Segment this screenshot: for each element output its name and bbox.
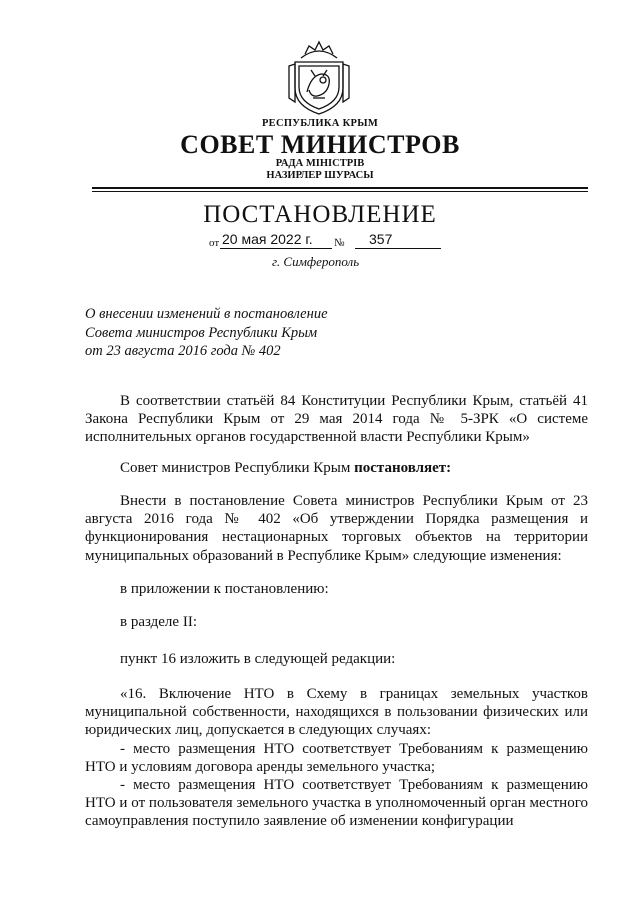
number-underline (355, 248, 441, 249)
header-rule-thin (92, 191, 588, 192)
council-name-translations (0, 158, 640, 182)
resolves-bold: постановляет: (354, 460, 452, 476)
resolves-text: Совет министров Республики Крым (120, 460, 355, 476)
body-paragraph-preamble: В соответствии статьёй 84 Конституции Республики Крым, статьёй 41 Закона Республики Крым от 29 мая 2014 года № 5-ЗРК «О системе исполнительных органов государственной власти Республики Крым» (85, 393, 588, 446)
body-paragraph-clause-16 (85, 685, 588, 831)
date-underline (220, 248, 332, 249)
decree-date-line (209, 231, 449, 251)
decree-number: 357 (369, 231, 393, 247)
decree-subject (85, 305, 415, 361)
date-prefix: от (209, 237, 220, 249)
republic-name: РЕСПУБЛИКА КРЫМ (261, 118, 379, 129)
decree-title: ПОСТАНОВЛЕНИЕ (203, 201, 437, 228)
body-paragraph-amend: Внести в постановление Совета министров Республики Крым от 23 августа 2016 года № 402 «Об утверждении Порядка размещения и функционирования нестационарных торговых объектов на территории муниципальных образований в Республике Крым» следующие изменения: (85, 493, 588, 564)
body-paragraph-resolves (85, 459, 588, 477)
body-paragraph-clause: пункт 16 изложить в следующей редакции: (120, 651, 396, 667)
body-paragraph-appendix: в приложении к постановлению: (120, 581, 329, 597)
council-name-crimean-tatar: НАЗИРЛЕР ШУРАСЫ (266, 170, 374, 181)
subject-line: от 23 августа 2016 года № 402 (85, 343, 281, 359)
subject-line: Совета министров Республики Крым (85, 324, 318, 341)
subject-line: О внесении изменений в постановление (85, 306, 328, 322)
council-name: СОВЕТ МИНИСТРОВ (180, 130, 460, 159)
header-rule-thick (92, 187, 588, 189)
clause-16-text: «16. Включение НТО в Схему в границах земельных участков муниципальной собственности, находящихся в пользовании физических или юридических лиц, допускается в следующих случаях: (85, 686, 588, 739)
decree-city: г. Симферополь (272, 254, 360, 269)
clause-16-item: - место размещения НТО соответствует Требованиям к размещению НТО и от пользователя земельного участка в уполномоченный орган местного самоуправления поступило заявление об изменении конфигурации (85, 777, 588, 830)
clause-16-item: - место размещения НТО соответствует Требованиям к размещению НТО и условиям договора аренды земельного участка; (85, 740, 588, 775)
decree-date: 20 мая 2022 г. (222, 231, 313, 247)
council-name-ukrainian: РАДА МІНІСТРІВ (275, 158, 365, 169)
body-paragraph-section: в разделе II: (120, 614, 197, 630)
number-sign: № (334, 237, 345, 249)
crimea-coat-of-arms-icon (287, 40, 351, 116)
